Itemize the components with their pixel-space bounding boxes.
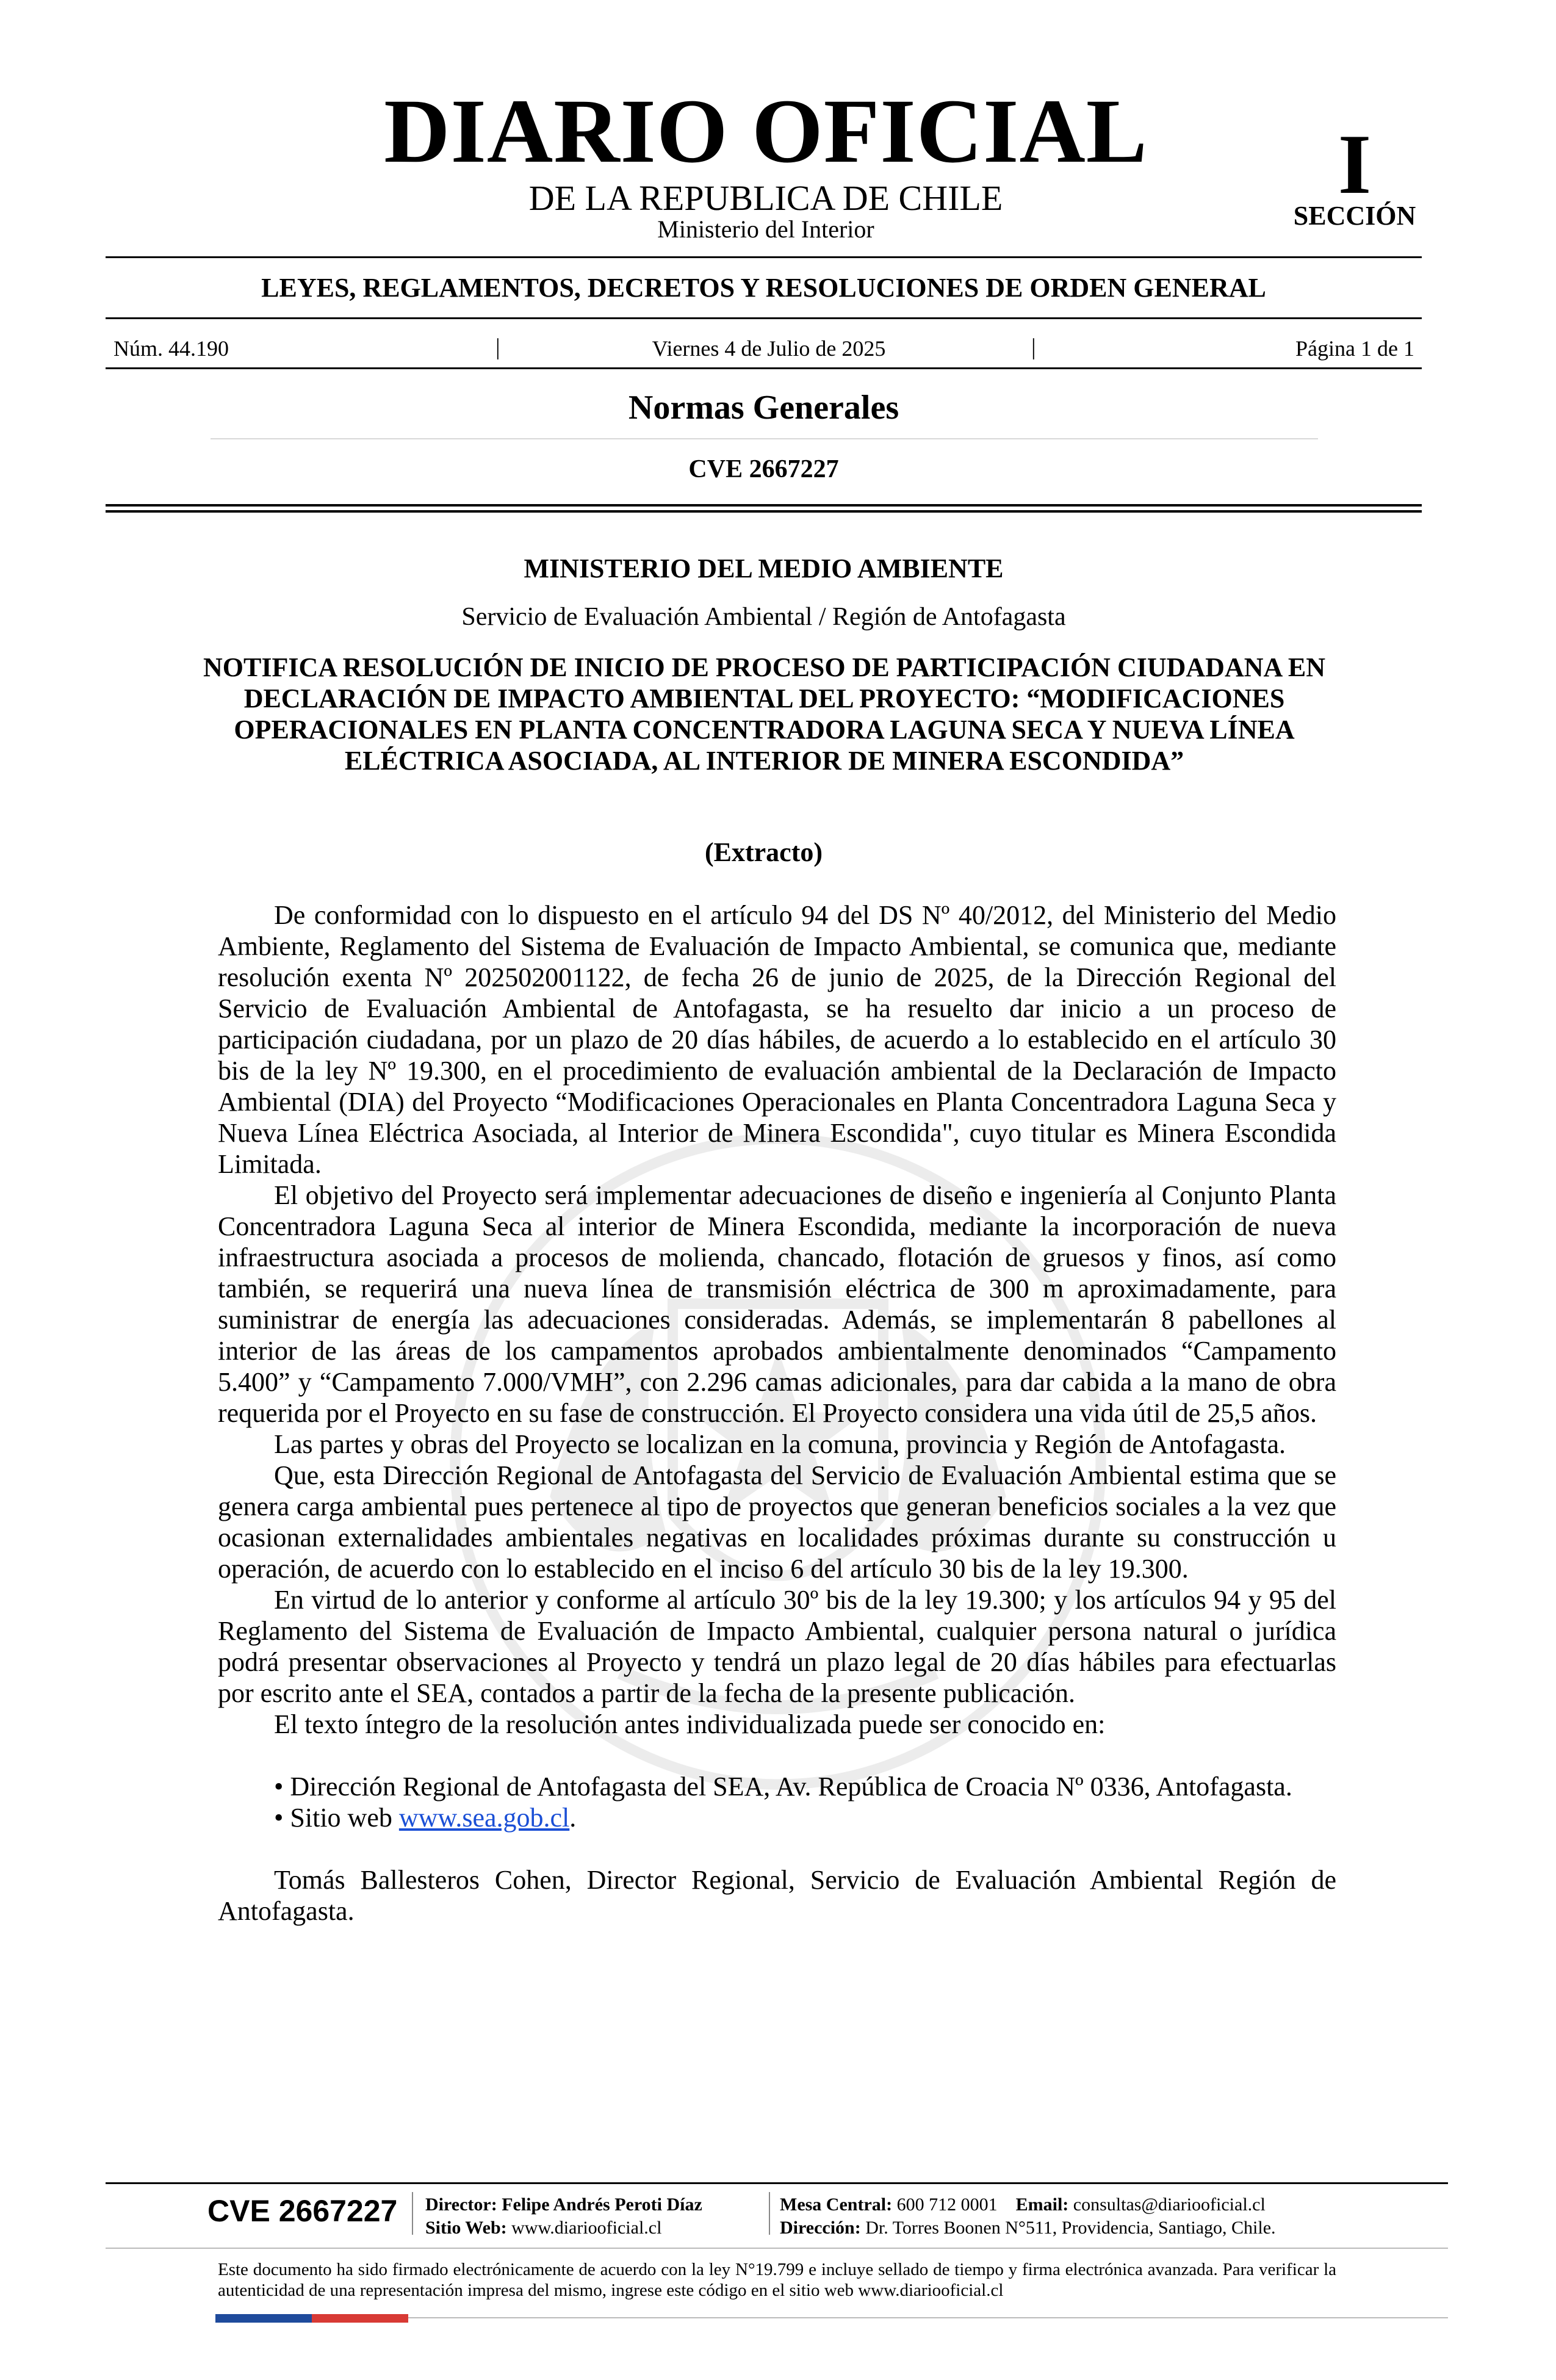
paragraph: Las partes y obras del Proyecto se localizan en la comuna, provincia y Región de Antofagasta.	[274, 1429, 1286, 1459]
footer-bottom-rule	[408, 2317, 1448, 2318]
newspaper-subtitle: DE LA REPUBLICA DE CHILE	[528, 178, 1003, 218]
service-subheading: Servicio de Evaluación Ambiental / Región de Antofagasta	[461, 603, 1066, 631]
banner-rule	[106, 317, 1422, 319]
footer-website	[425, 2219, 661, 2237]
paragraph: Que, esta Dirección Regional de Antofagasta del Servicio de Evaluación Ambiental estima que se genera carga ambiental pues pertenece al tipo de proyectos que generan beneficios sociales a la vez que ocasionan externalidades ambientales negativas en localidades próximas durante su construcción u operación, de acuerdo con lo establecido en el inciso 6 del artículo 30 bis de la ley 19.300.	[218, 1460, 1336, 1584]
footer-rule	[106, 2182, 1448, 2184]
ministry-heading: MINISTERIO DEL MEDIO AMBIENTE	[524, 554, 1004, 583]
banner-text: LEYES, REGLAMENTOS, DECRETOS Y RESOLUCIONES DE ORDEN GENERAL	[261, 273, 1266, 303]
paragraph: De conformidad con lo dispuesto en el artículo 94 del DS Nº 40/2012, del Ministerio del Medio Ambiente, Reglamento del Sistema de Evaluación de Impacto Ambiental, se comunica que, mediante resolución exenta Nº 202502001122, de fecha 26 de junio de 2025, de la Dirección Regional del Servicio de Evaluación Ambiental de Antofagasta, se ha resuelto dar inicio a un proceso de participación ciudadana, por un plazo de 20 días hábiles, de acuerdo a lo establecido en el artículo 30 bis de la ley Nº 19.300, en el procedimiento de evaluación ambiental de la Declaración de Impacto Ambiental (DIA) del Proyecto “Modificaciones Operacionales en Planta Concentradora Laguna Seca y Nueva Línea Eléctrica Asociada, al Interior de Minera Escondida", cuyo titular es Minera Escondida Limitada.	[218, 900, 1336, 1179]
newspaper-title: DIARIO OFICIAL	[384, 81, 1148, 182]
issue-rule	[106, 367, 1422, 369]
director-name: Felipe Andrés Peroti Díaz	[502, 2194, 702, 2215]
footer-cve-code: CVE 2667227	[207, 2194, 398, 2228]
website-label: Sitio Web:	[425, 2218, 507, 2238]
footer-divider	[769, 2192, 770, 2235]
signature: Tomás Ballesteros Cohen, Director Regional, Servicio de Evaluación Ambiental Región de Antofagasta.	[218, 1865, 1336, 1926]
section-label: SECCIÓN	[1293, 201, 1416, 231]
notice-title: NOTIFICA RESOLUCIÓN DE INICIO DE PROCESO DE PARTICIPACIÓN CIUDADANA EN DECLARACIÓN DE IMPACTO AMBIENTAL DEL PROYECTO: “MODIFICACIONES OPERACIONALES EN PLANTA CONCENTRADORA LAGUNA SECA Y NUEVA LÍNEA ELÉCTRICA ASOCIADA, AL INTERIOR DE MINERA ESCONDIDA”	[203, 652, 1325, 776]
paragraph: El objetivo del Proyecto será implementar adecuaciones de diseño e ingeniería al Conjunto Planta Concentradora Laguna Seca al interior de Minera Escondida, mediante la incorporación de nueva infraestructura asociada a procesos de molienda, chancado, flotación de gruesos y finos, así como también, se requerirá una nueva línea de transmisión eléctrica de 300 m aproximadamente, para suministrar de energía las adecuaciones consideradas. Además, se implementarán 8 pabellones al interior de las áreas de los campamentos aprobados ambientalmente denominados “Campamento 5.400” y “Campamento 7.000/VMH”, con 2.296 camas adicionales, para dar cabida a la mano de obra requerida por el Proyecto en su fase de construcción. El Proyecto considera una vida útil de 25,5 años.	[218, 1180, 1336, 1428]
double-rule-bottom	[106, 510, 1422, 513]
phone-value: 600 712 0001	[896, 2194, 998, 2215]
section-numeral: I	[1338, 117, 1372, 212]
issue-separator: |	[495, 334, 500, 360]
office-location: • Dirección Regional de Antofagasta del SEA, Av. República de Croacia Nº 0336, Antofagasta.	[274, 1772, 1292, 1801]
email-value[interactable]: consultas@diariooficial.cl	[1073, 2194, 1266, 2215]
address-value: Dr. Torres Boonen N°511, Providencia, Santiago, Chile.	[865, 2218, 1276, 2238]
paragraph: El texto íntegro de la resolución antes individualizada puede ser conocido en:	[274, 1709, 1106, 1739]
newspaper-ministry: Ministerio del Interior	[657, 215, 874, 243]
section-heading: Normas Generales	[628, 389, 899, 427]
flag-stripe-red	[312, 2314, 408, 2323]
email-label: Email:	[1015, 2194, 1069, 2215]
web-suffix: .	[569, 1803, 577, 1833]
flag-stripe-blue	[215, 2314, 312, 2323]
footer-divider	[412, 2192, 413, 2235]
footer-legal-notice: Este documento ha sido firmado electrónicamente de acuerdo con la ley N°19.799 e incluye sellado de tiempo y firma electrónica avanzada. Para verificar la autenticidad de una representación impresa del mismo, ingrese este código en el sitio web www.diariooficial.cl	[218, 2260, 1336, 2300]
page-indicator: Página 1 de 1	[1295, 336, 1414, 361]
extract-label: (Extracto)	[704, 837, 823, 867]
footer-contact	[780, 2196, 1266, 2214]
website-value[interactable]: www.diariooficial.cl	[511, 2218, 662, 2238]
issue-number: Núm. 44.190	[113, 336, 229, 361]
issue-separator: |	[1031, 334, 1036, 360]
double-rule-top	[106, 504, 1422, 507]
cve-code: CVE 2667227	[688, 455, 839, 483]
phone-label: Mesa Central:	[780, 2194, 893, 2215]
web-prefix: • Sitio web	[274, 1803, 399, 1833]
masthead-rule	[106, 256, 1422, 258]
footer-thin-rule	[106, 2248, 1448, 2249]
web-location	[218, 1802, 1336, 1833]
article-body	[218, 900, 1336, 1927]
sea-website-link[interactable]: www.sea.gob.cl	[398, 1803, 570, 1833]
address-label: Dirección:	[780, 2218, 861, 2238]
paragraph: En virtud de lo anterior y conforme al artículo 30º bis de la ley 19.300; y los artículos 94 y 95 del Reglamento del Sistema de Evaluación de Impacto Ambiental, cualquier persona natural o jurídica podrá presentar observaciones al Proyecto y tendrá un plazo legal de 20 días hábiles para efectuarlas por escrito ante el SEA, contados a partir de la fecha de la presente publicación.	[218, 1585, 1336, 1708]
footer-address	[780, 2219, 1276, 2237]
director-label: Director:	[425, 2194, 497, 2215]
footer-director	[425, 2196, 702, 2214]
heading-divider	[211, 438, 1318, 439]
issue-date: Viernes 4 de Julio de 2025	[652, 336, 886, 361]
